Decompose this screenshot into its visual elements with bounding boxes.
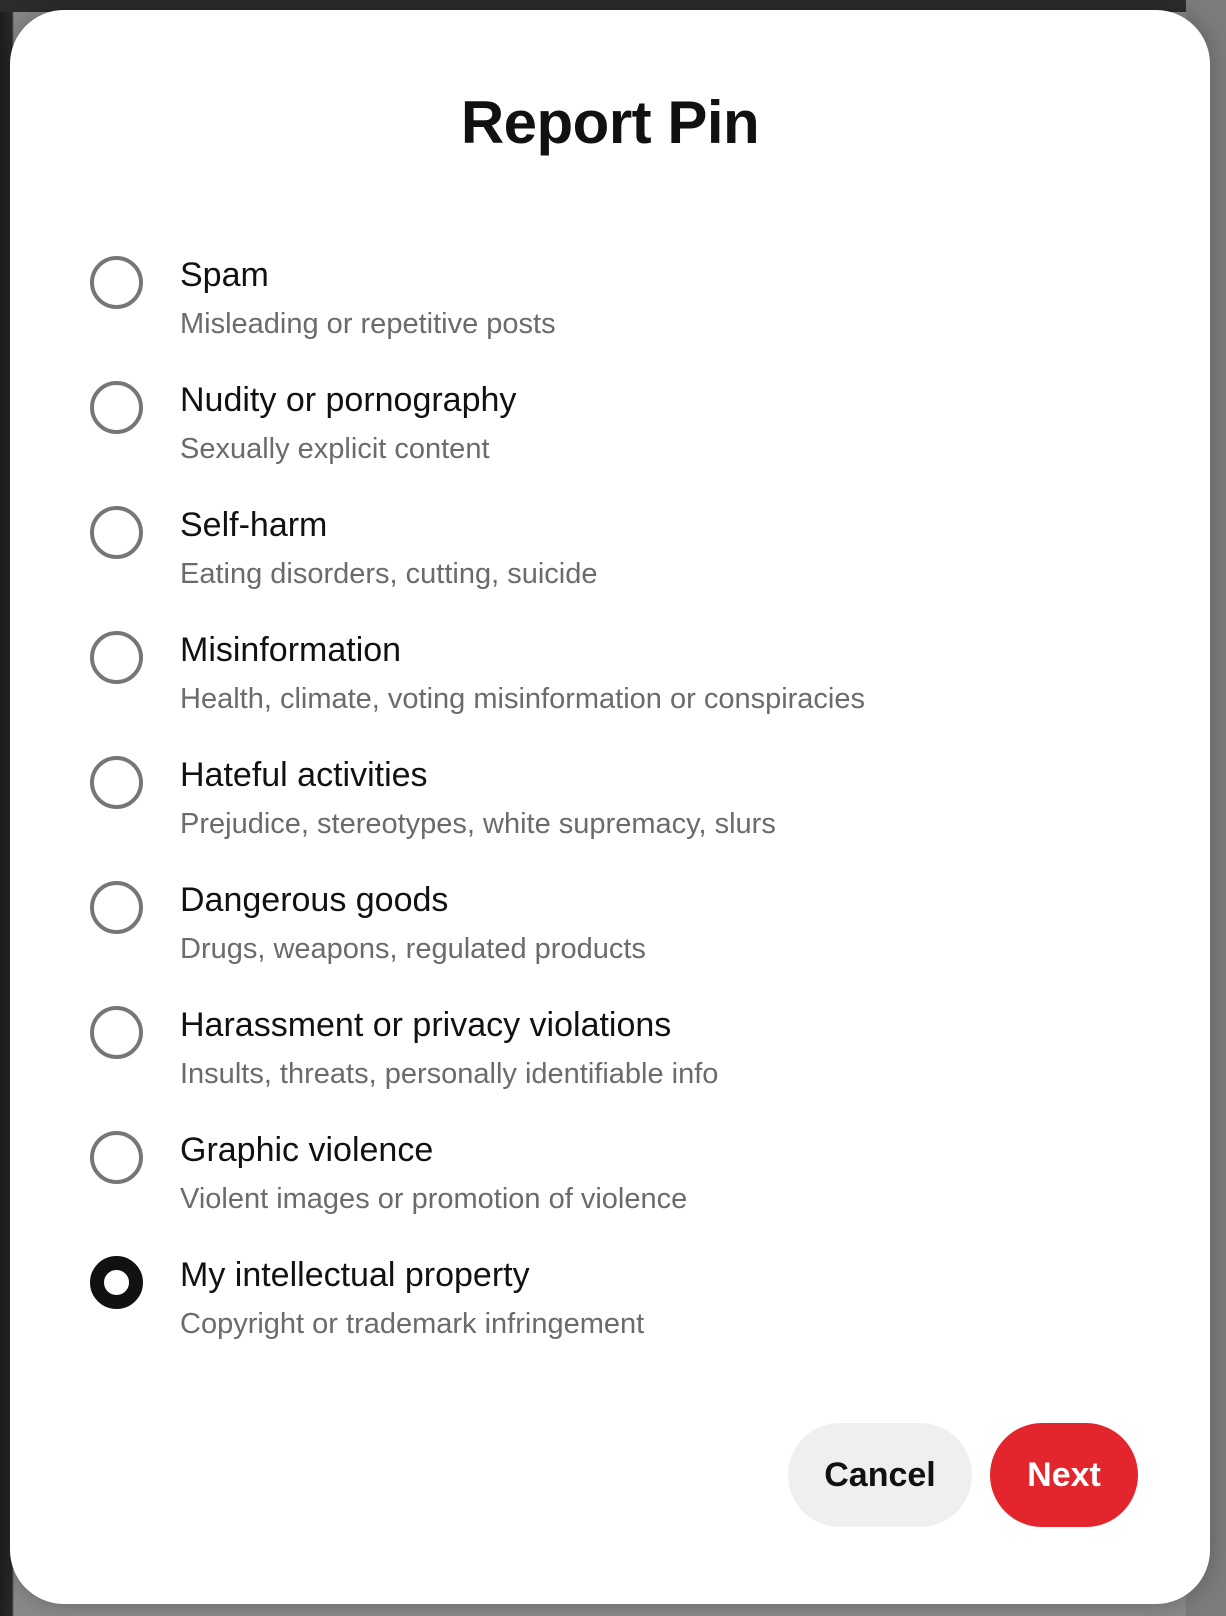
option-label: Hateful activities — [180, 756, 428, 794]
option-label: Dangerous goods — [180, 881, 449, 919]
option-spam[interactable] — [80, 246, 1140, 371]
radio-button-icon[interactable] — [90, 756, 143, 809]
radio-button-icon[interactable] — [90, 381, 143, 434]
option-nudity[interactable] — [80, 371, 1140, 496]
option-description: Insults, threats, personally identifiable info — [180, 1058, 719, 1090]
option-label: Spam — [180, 256, 269, 294]
radio-button-icon[interactable] — [90, 631, 143, 684]
cancel-button[interactable]: Cancel — [788, 1423, 972, 1527]
next-button[interactable]: Next — [990, 1423, 1138, 1527]
option-description: Health, climate, voting misinformation or conspiracies — [180, 683, 865, 715]
option-description: Drugs, weapons, regulated products — [180, 933, 646, 965]
option-description: Prejudice, stereotypes, white supremacy, slurs — [180, 808, 776, 840]
option-self-harm[interactable] — [80, 496, 1140, 621]
option-harassment[interactable] — [80, 996, 1140, 1121]
radio-button-icon[interactable] — [90, 256, 143, 309]
option-dangerous-goods[interactable] — [80, 871, 1140, 996]
option-description: Eating disorders, cutting, suicide — [180, 558, 598, 590]
option-misinformation[interactable] — [80, 621, 1140, 746]
radio-button-icon[interactable] — [90, 1006, 143, 1059]
option-label: Graphic violence — [180, 1131, 434, 1169]
option-label: Nudity or pornography — [180, 381, 517, 419]
dialog-actions — [788, 1423, 1138, 1527]
option-intellectual-property[interactable] — [80, 1246, 1140, 1371]
option-description: Violent images or promotion of violence — [180, 1183, 688, 1215]
option-label: Harassment or privacy violations — [180, 1006, 672, 1044]
option-description: Sexually explicit content — [180, 433, 490, 465]
option-graphic-violence[interactable] — [80, 1121, 1140, 1246]
option-label: Misinformation — [180, 631, 402, 669]
dialog-title: Report Pin — [460, 89, 760, 156]
option-label: My intellectual property — [180, 1256, 530, 1294]
radio-button-icon[interactable] — [90, 881, 143, 934]
radio-button-checked-icon[interactable] — [90, 1256, 143, 1309]
report-options-list — [80, 246, 1140, 1371]
report-pin-dialog — [10, 10, 1210, 1604]
option-description: Copyright or trademark infringement — [180, 1308, 645, 1340]
option-label: Self-harm — [180, 506, 328, 544]
radio-button-icon[interactable] — [90, 506, 143, 559]
radio-button-icon[interactable] — [90, 1131, 143, 1184]
option-description: Misleading or repetitive posts — [180, 308, 556, 340]
option-hateful-activities[interactable] — [80, 746, 1140, 871]
